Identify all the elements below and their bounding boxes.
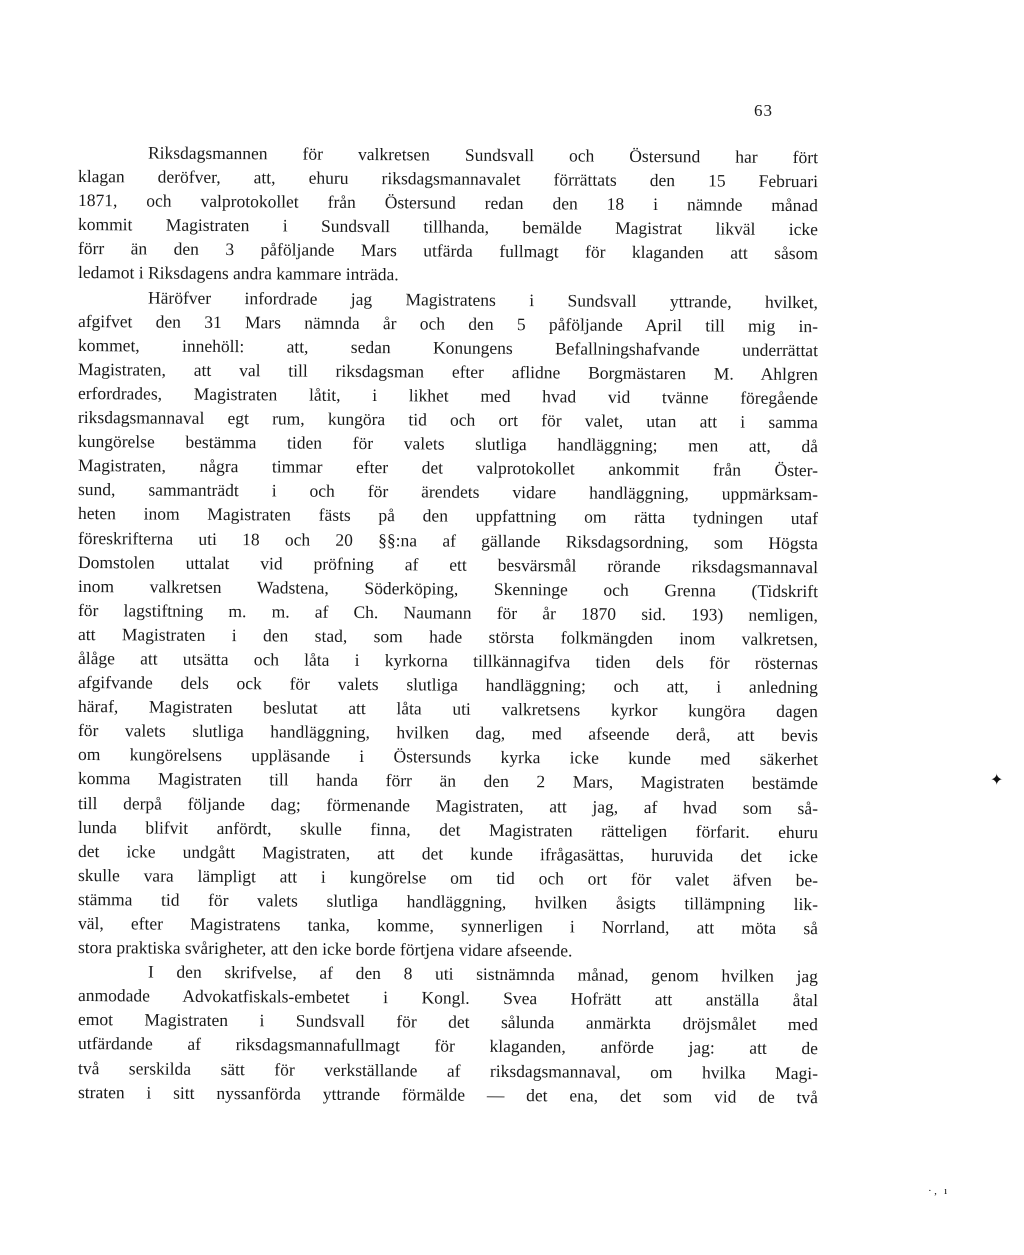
text-line: Magistraten, några timmar efter det valprotokollet ankommit från Öster- bbox=[77, 455, 819, 481]
text-line: två serskilda sätt för verkställande af riksdagsmannaval, om hvilka Magi- bbox=[77, 1057, 819, 1083]
margin-dot-marks: ·‚ ı bbox=[928, 1185, 950, 1197]
text-line: Domstolen uttalat vid pröfning af ett besvärsmål rörande riksdagsmannaval bbox=[77, 551, 819, 577]
text-line: 1871, och valprotokollet från Östersund redan den 18 i nämnde månad bbox=[77, 190, 819, 216]
text-line: föreskrifterna uti 18 och 20 §§:na af gällande Riksdagsordning, som Högsta bbox=[77, 527, 819, 553]
text-line: det icke undgått Magistraten, att det kunde ifrågasättas, huruvida det icke bbox=[77, 840, 819, 866]
text-line: sund, sammanträdt i och för ärendets vidare handläggning, uppmärksam- bbox=[77, 479, 819, 505]
text-line: I den skrifvelse, af den 8 uti sistnämnda månad, genom hvilken jag bbox=[147, 961, 819, 987]
text-line: till derpå följande dag; förmenande Magistraten, att jag, af hvad som så- bbox=[77, 792, 819, 818]
text-line: stora praktiska svårigheter, att den icke borde förtjena vidare afseende. bbox=[77, 937, 573, 961]
text-line: klagan deröfver, att, ehuru riksdagsmannavalet förrättats den 15 Februari bbox=[77, 166, 819, 192]
text-line: häraf, Magistraten beslutat att låta uti valkretsens kyrkor kungöra dagen bbox=[77, 696, 819, 722]
text-line: för valets slutliga handläggning, hvilken dag, med afseende derå, att bevis bbox=[77, 720, 819, 746]
text-line: anmodade Advokatfiskals-embetet i Kongl. Svea Hofrätt att anställa åtal bbox=[77, 985, 819, 1011]
text-line: förr än den 3 påföljande Mars utfärda fullmagt för klaganden att såsom bbox=[77, 238, 819, 264]
text-line: komma Magistraten till handa förr än den 2 Mars, Magistraten bestämde bbox=[77, 768, 819, 794]
text-line: Riksdagsmannen för valkretsen Sundsvall och Östersund har fört bbox=[147, 142, 819, 168]
text-line: väl, efter Magistratens tanka, komme, synnerligen i Norrland, att möta så bbox=[77, 913, 819, 939]
text-line: ålåge att utsätta och låta i kyrkorna tillkännagifva tiden dels för rösternas bbox=[77, 647, 819, 674]
text-line: riksdagsmannaval egt rum, kungöra tid och ort för valet, utan att i samma bbox=[77, 407, 819, 433]
text-line: för lagstiftning m. m. af Ch. Naumann för år 1870 sid. 193) nemligen, bbox=[77, 599, 819, 625]
margin-star-mark: ✦ bbox=[990, 772, 1004, 789]
text-line: straten i sitt nyssanförda yttrande förmälde — det ena, det som vid de två bbox=[77, 1081, 819, 1107]
text-line: stämma tid för valets slutliga handläggning, hvilken åsigts tillämpning lik- bbox=[77, 888, 819, 915]
text-line: afgifvande dels ock för valets slutliga handläggning; och att, i anledning bbox=[77, 672, 819, 698]
text-line: erfordrades, Magistraten låtit, i likhet med hvad vid tvänne föregående bbox=[77, 382, 819, 409]
body-text bbox=[77, 140, 819, 1107]
text-line: lunda blifvit anfördt, skulle finna, det Magistraten rätteligen förfarit. ehuru bbox=[77, 816, 819, 842]
text-line: inom valkretsen Wadstena, Söderköping, Skenninge och Grenna (Tidskrift bbox=[77, 575, 819, 601]
text-line: skulle vara lämpligt att i kungörelse om tid och ort för valet äfven be- bbox=[77, 864, 819, 890]
text-line: kommet, innehöll: att, sedan Konungens Befallningshafvande underrättat bbox=[77, 334, 819, 360]
text-line: kommit Magistraten i Sundsvall tillhanda, bemälde Magistrat likväl icke bbox=[77, 214, 819, 240]
text-line: heten inom Magistraten fästs på den uppfattning om rätta tydningen utaf bbox=[77, 503, 819, 529]
text-line: kungörelse bestämma tiden för valets slutliga handläggning; men att, då bbox=[77, 431, 819, 457]
text-line: ledamot i Riksdagens andra kammare inträda. bbox=[77, 262, 399, 285]
text-line: Häröfver infordrade jag Magistratens i Sundsvall yttrande, hvilket, bbox=[147, 287, 819, 312]
page-number: 63 bbox=[754, 101, 773, 120]
text-line: afgifvet den 31 Mars nämnda år och den 5 påföljande April till mig in- bbox=[77, 310, 819, 336]
text-line: om kungörelsens uppläsande i Östersunds kyrka icke kunde med säkerhet bbox=[77, 744, 819, 770]
text-line: emot Magistraten i Sundsvall för det sålunda anmärkta dröjsmålet med bbox=[77, 1009, 819, 1035]
text-line: utfärdande af riksdagsmannafullmagt för klaganden, anförde jag: att de bbox=[77, 1033, 819, 1059]
text-line: att Magistraten i den stad, som hade största folkmängden inom valkretsen, bbox=[77, 623, 819, 650]
text-line: Magistraten, att val till riksdagsman efter aflidne Borgmästaren M. Ahlgren bbox=[77, 358, 819, 385]
